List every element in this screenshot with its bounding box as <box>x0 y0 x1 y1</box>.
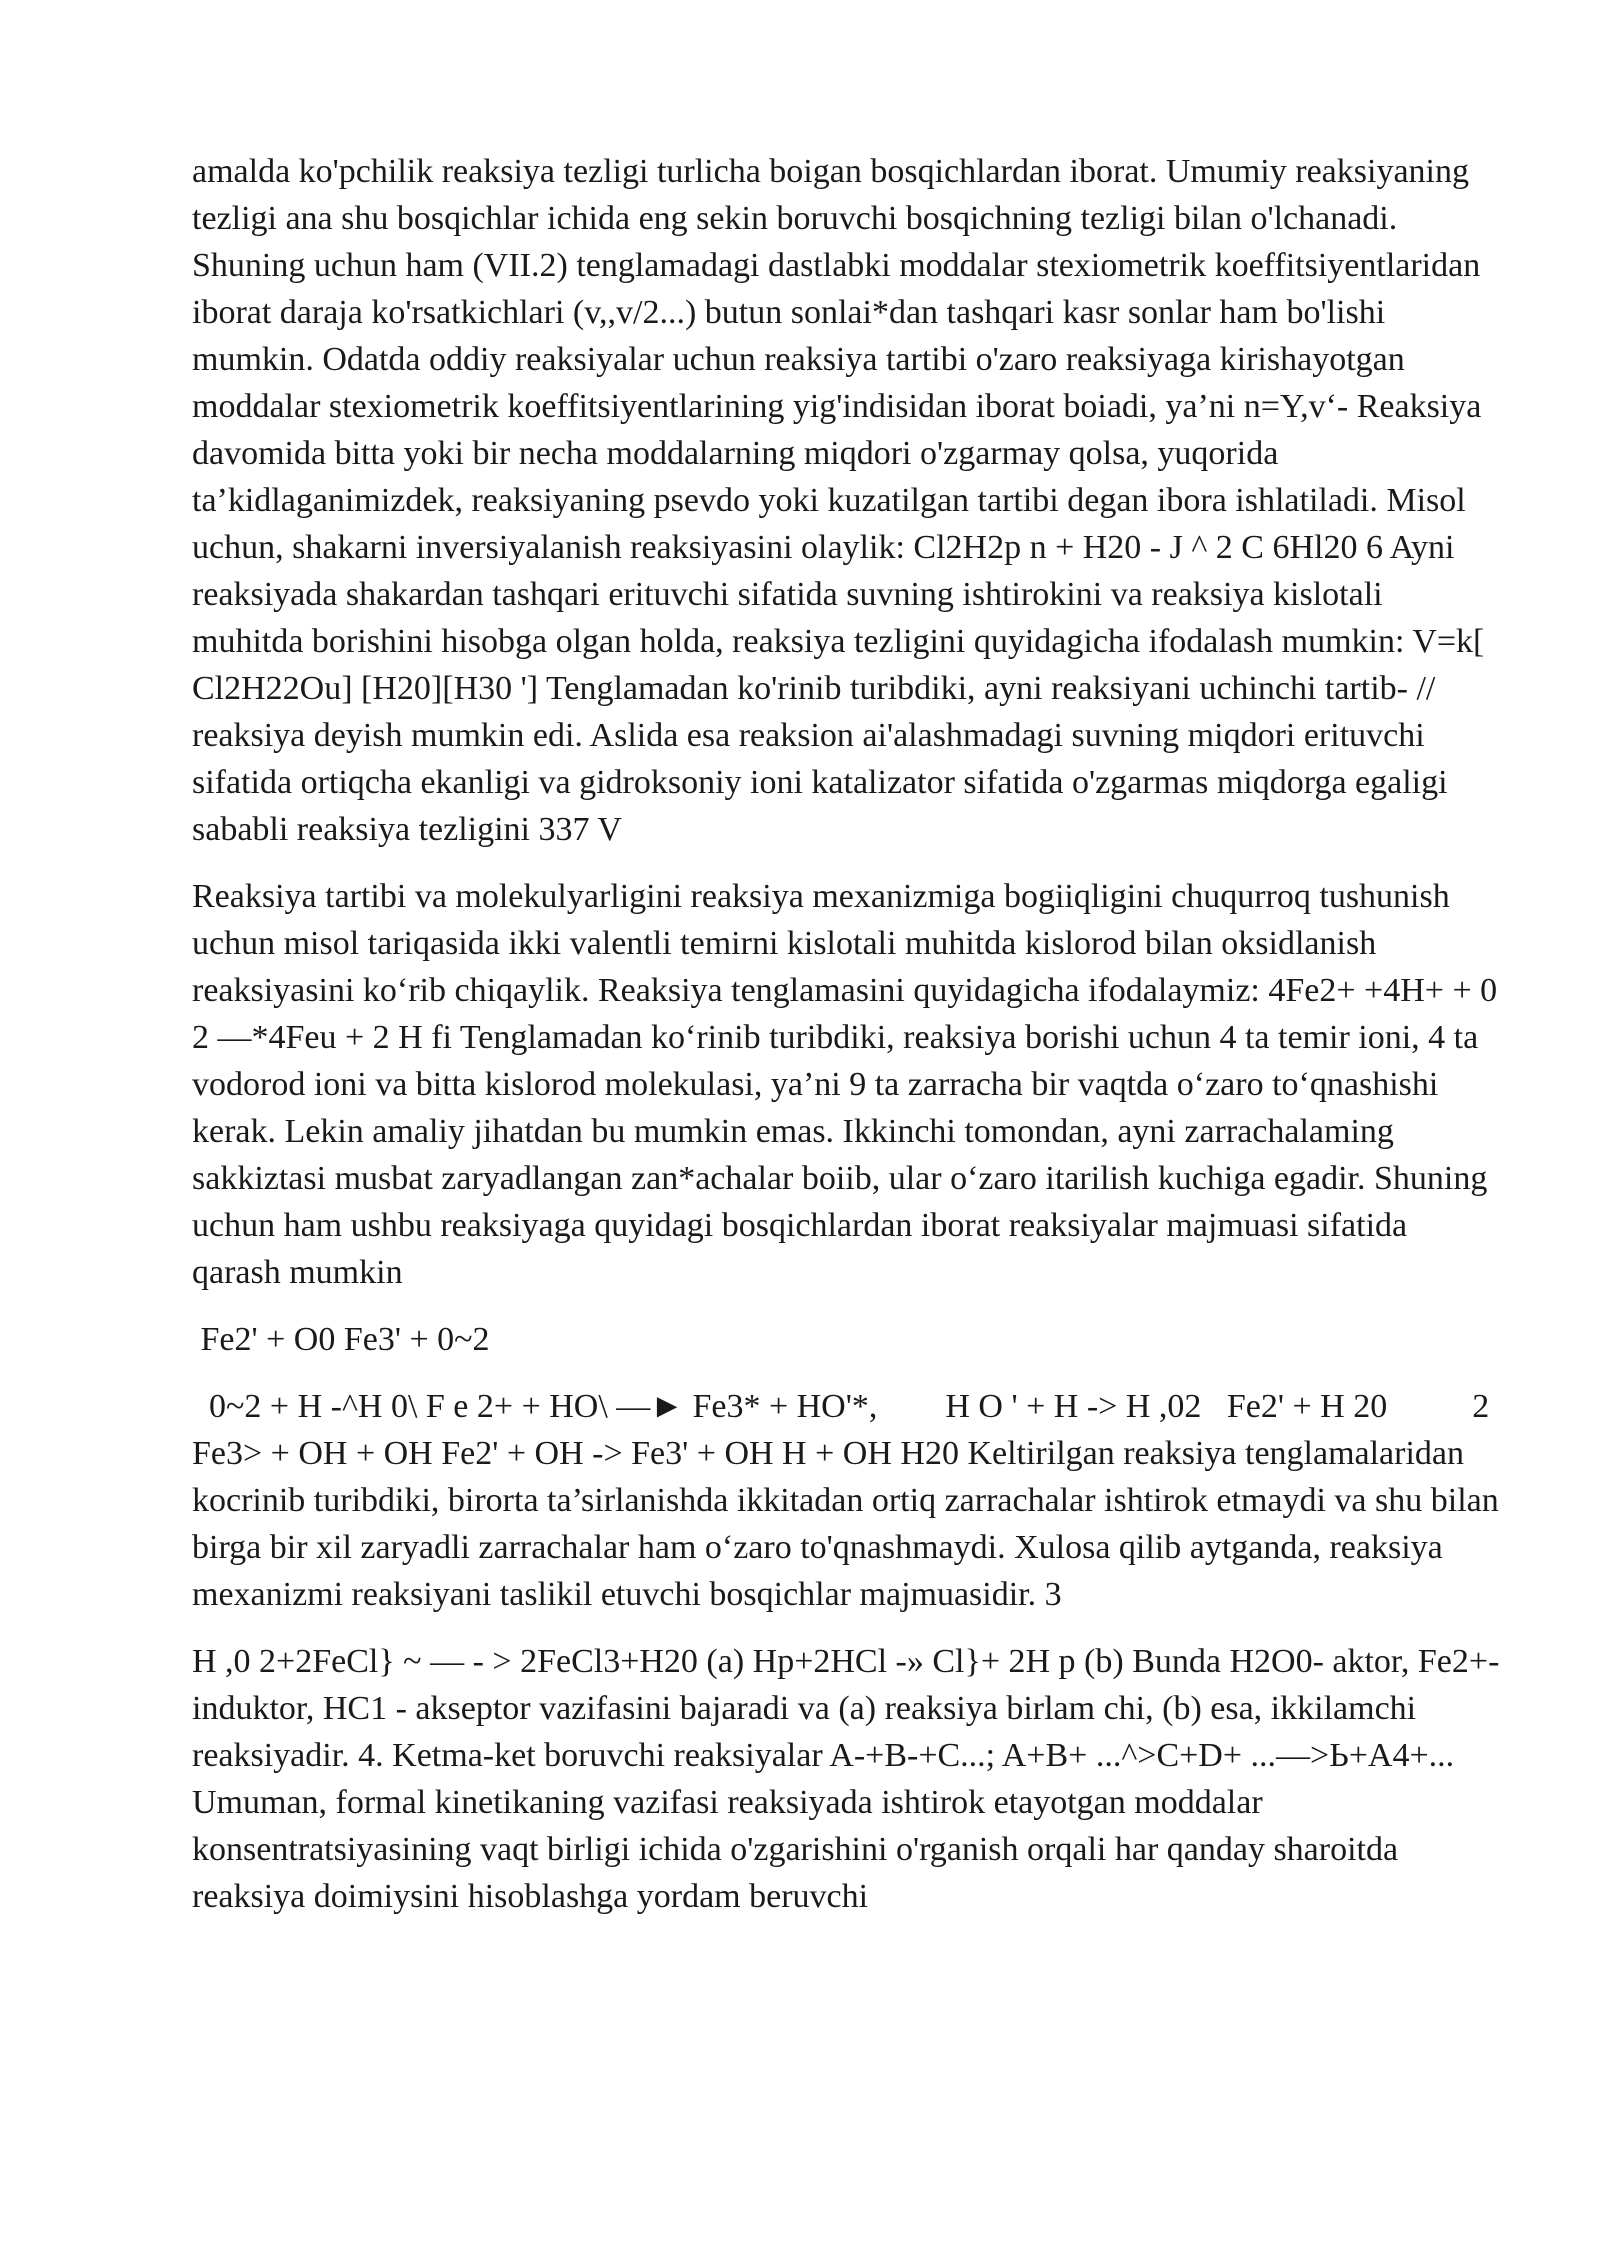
paragraph-reaction-order: amalda ko'pchilik reaksiya tezligi turlicha boigan bosqichlardan iborat. Umumiy reaksiyaning tezligi ana shu bosqichlar ichida eng sekin boruvchi bosqichning tezligi bilan o'lchanadi. Shuning uchun ham (VII.2) tenglamadagi dastlabki moddalar stexiometrik koeffitsiyentlaridan iborat daraja ko'rsatkichlari (v,,v/2...) butun sonlai*dan tashqari kasr sonlar ham bo'lishi mumkin. Odatda oddiy reaksiyalar uchun reaksiya tartibi o'zaro reaksiyaga kirishayotgan moddalar stexiometrik koeffitsiyentlarining yig'indisidan iborat boiadi, ya’ni n=Y,v‘- Reaksiya davomida bitta yoki bir necha moddalarning miqdori o'zgarmay qolsa, yuqorida ta’kidlaganimizdek, reaksiyaning psevdo yoki kuzatilgan tartibi degan ibora ishlatiladi. Misol uchun, shakarni inversiyalanish reaksiyasini olaylik: Cl2H2p n + H20 - J ^ 2 C 6Hl20 6 Ayni reaksiyada shakardan tashqari erituvchi sifatida suvning ishtirokini va reaksiya kislotali muhitda borishini hisobga olgan holda, reaksiya tezligini quyidagicha ifodalash mumkin: V=k[ Cl2H22Ou] [H20][H30 '] Tenglamadan ko'rinib turibdiki, ayni reaksiyani uchinchi tartib- // reaksiya deyish mumkin edi. Aslida esa reaksion ai'alashmadagi suvning miqdori erituvchi sifatida ortiqcha ekanligi va gidroksoniy ioni katalizator sifatida o'zgarmas miqdorga egaligi sababli reaksiya tezligini 337 V <box>192 153 1493 848</box>
document-page <box>192 148 1508 1940</box>
paragraph-mechanism: Reaksiya tartibi va molekulyarligini reaksiya mexanizmiga bogiiqligini chuqurroq tushunish uchun misol tariqasida ikki valentli temirni kislotali muhitda kislorod bilan oksidlanish reaksiyasini ko‘rib chiqaylik. Reaksiya tenglamasini quyidagicha ifodalaymiz: 4Fe2+ +4H+ + 0 2 —*4Feu + 2 H fi Tenglamadan ko‘rinib turibdiki, reaksiya borishi uchun 4 ta temir ioni, 4 ta vodorod ioni va bitta kislorod molekulasi, ya’ni 9 ta zarracha bir vaqtda o‘zaro to‘qnashishi kerak. Lekin amaliy jihatdan bu mumkin emas. Ikkinchi tomondan, ayni zarrachalaming sakkiztasi musbat zaryadlangan zan*achalar boiib, ular o‘zaro itarilish kuchiga egadir. Shuning uchun ham ushbu reaksiyaga quyidagi bosqichlardan iborat reaksiyalar majmuasi sifatida qarash mumkin <box>192 878 1506 1291</box>
equation-line: Fe2' + O0 Fe3' + 0~2 <box>192 1321 490 1358</box>
paragraph-equations: 0~2 + H -^H 0\ F e 2+ + HO\ —► Fe3* + HO'*, H O ' + H -> H ,02 Fe2' + H 20 2 Fe3> + OH + OH Fe2' + OH -> Fe3' + OH H + OH H20 Keltirilgan reaksiya tenglamalaridan kocrinib turibdiki, birorta ta’sirlanishda ikkitadan ortiq zarrachalar ishtirok etmaydi va shu bilan birga bir xil zaryadli zarrachalar ham o‘zaro to'qnashmaydi. Xulosa qilib aytganda, reaksiya mexanizmi reaksiyani taslikil etuvchi bosqichlar majmuasidir. 3 <box>192 1388 1508 1613</box>
paragraph-induced-reactions: H ,0 2+2FeCl} ~ — - > 2FeCl3+H20 (a) Hp+2HCl -» Cl}+ 2H p (b) Bunda H2O0- aktor, Fe2+- induktor, HC1 - akseptor vazifasini bajaradi va (a) reaksiya birlam chi, (b) esa, ikkilamchi reaksiyadir. 4. Ketma-ket boruvchi reaksiyalar A-+B-+C...; A+B+ ...^>C+D+ ...—>Ь+A4+... Umuman, formal kinetikaning vazifasi reaksiyada ishtirok etayotgan moddalar konsentratsiyasining vaqt birligi ichida o'zgarishini o'rganish orqali har qanday sharoitda reaksiya doimiysini hisoblashga yordam beruvchi <box>192 1643 1508 1915</box>
